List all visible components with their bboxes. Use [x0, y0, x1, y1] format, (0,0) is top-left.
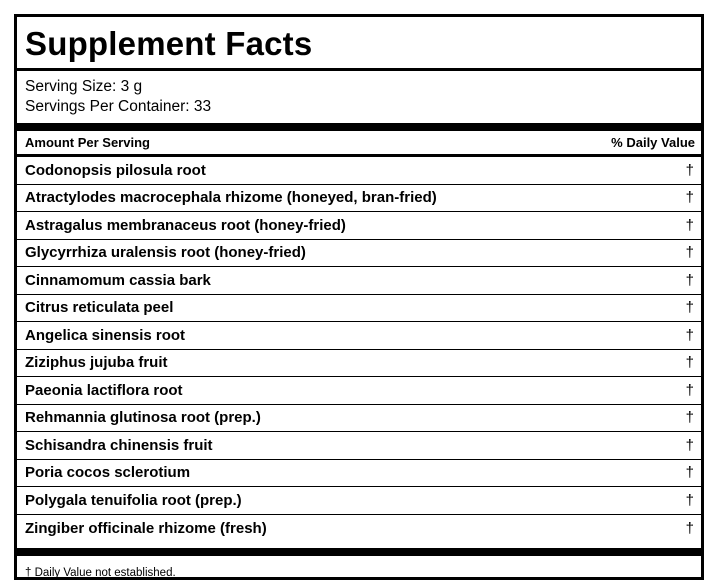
footnote: † Daily Value not established.: [25, 567, 176, 579]
ingredient-name: Schisandra chinensis fruit: [25, 436, 213, 454]
servings-per-container: Servings Per Container: 33: [25, 98, 212, 115]
ingredient-name: Astragalus membranaceus root (honey-fried): [25, 216, 346, 234]
ingredient-row: [17, 295, 701, 323]
ingredient-dv: †: [685, 326, 694, 344]
ingredient-name: Zingiber officinale rhizome (fresh): [25, 519, 267, 537]
ingredient-dv: †: [685, 354, 694, 372]
ingredient-row: [17, 322, 701, 350]
ingredient-dv: †: [685, 491, 694, 509]
ingredient-dv: †: [685, 299, 694, 317]
ingredient-name: Angelica sinensis root: [25, 326, 186, 344]
ingredient-dv: †: [685, 436, 694, 454]
thick-divider-bottom: [17, 548, 701, 556]
ingredient-dv: †: [685, 271, 694, 289]
ingredient-row: [17, 377, 701, 405]
ingredient-row: [17, 432, 701, 460]
ingredient-row: [17, 350, 701, 378]
ingredient-name: Cinnamomum cassia bark: [25, 271, 211, 289]
panel-title: Supplement Facts: [17, 17, 701, 71]
ingredient-name: Poria cocos sclerotium: [25, 464, 191, 482]
ingredient-row: [17, 185, 701, 213]
ingredient-row: [17, 212, 701, 240]
ingredient-row: [17, 267, 701, 295]
ingredient-name: Codonopsis pilosula root: [25, 161, 206, 179]
ingredient-row: [17, 157, 701, 185]
ingredient-list: [17, 157, 701, 542]
ingredient-name: Polygala tenuifolia root (prep.): [25, 491, 242, 509]
ingredient-dv: †: [685, 409, 694, 427]
ingredient-row: [17, 460, 701, 488]
supplement-facts-panel: [14, 14, 704, 580]
ingredient-name: Rehmannia glutinosa root (prep.): [25, 409, 261, 427]
column-header-row: [17, 131, 701, 157]
daily-value-header: % Daily Value: [611, 135, 695, 150]
serving-info: [17, 71, 701, 123]
ingredient-dv: †: [685, 189, 694, 207]
ingredient-row: [17, 487, 701, 515]
ingredient-dv: †: [685, 464, 694, 482]
ingredient-name: Paeonia lactiflora root: [25, 381, 183, 399]
ingredient-name: Citrus reticulata peel: [25, 299, 174, 317]
ingredient-row: [17, 515, 701, 543]
ingredient-dv: †: [685, 381, 694, 399]
ingredient-name: Atractylodes macrocephala rhizome (honeyed, bran-fried): [25, 189, 437, 207]
ingredient-name: Ziziphus jujuba fruit: [25, 354, 168, 372]
serving-size: Serving Size: 3 g: [25, 78, 143, 95]
thick-divider-top: [17, 123, 701, 131]
ingredient-row: [17, 405, 701, 433]
ingredient-name: Glycyrrhiza uralensis root (honey-fried): [25, 244, 306, 262]
ingredient-dv: †: [685, 519, 694, 537]
ingredient-dv: †: [685, 244, 694, 262]
amount-per-serving-header: Amount Per Serving: [25, 135, 150, 150]
ingredient-dv: †: [685, 161, 694, 179]
ingredient-dv: †: [685, 216, 694, 234]
ingredient-row: [17, 240, 701, 268]
